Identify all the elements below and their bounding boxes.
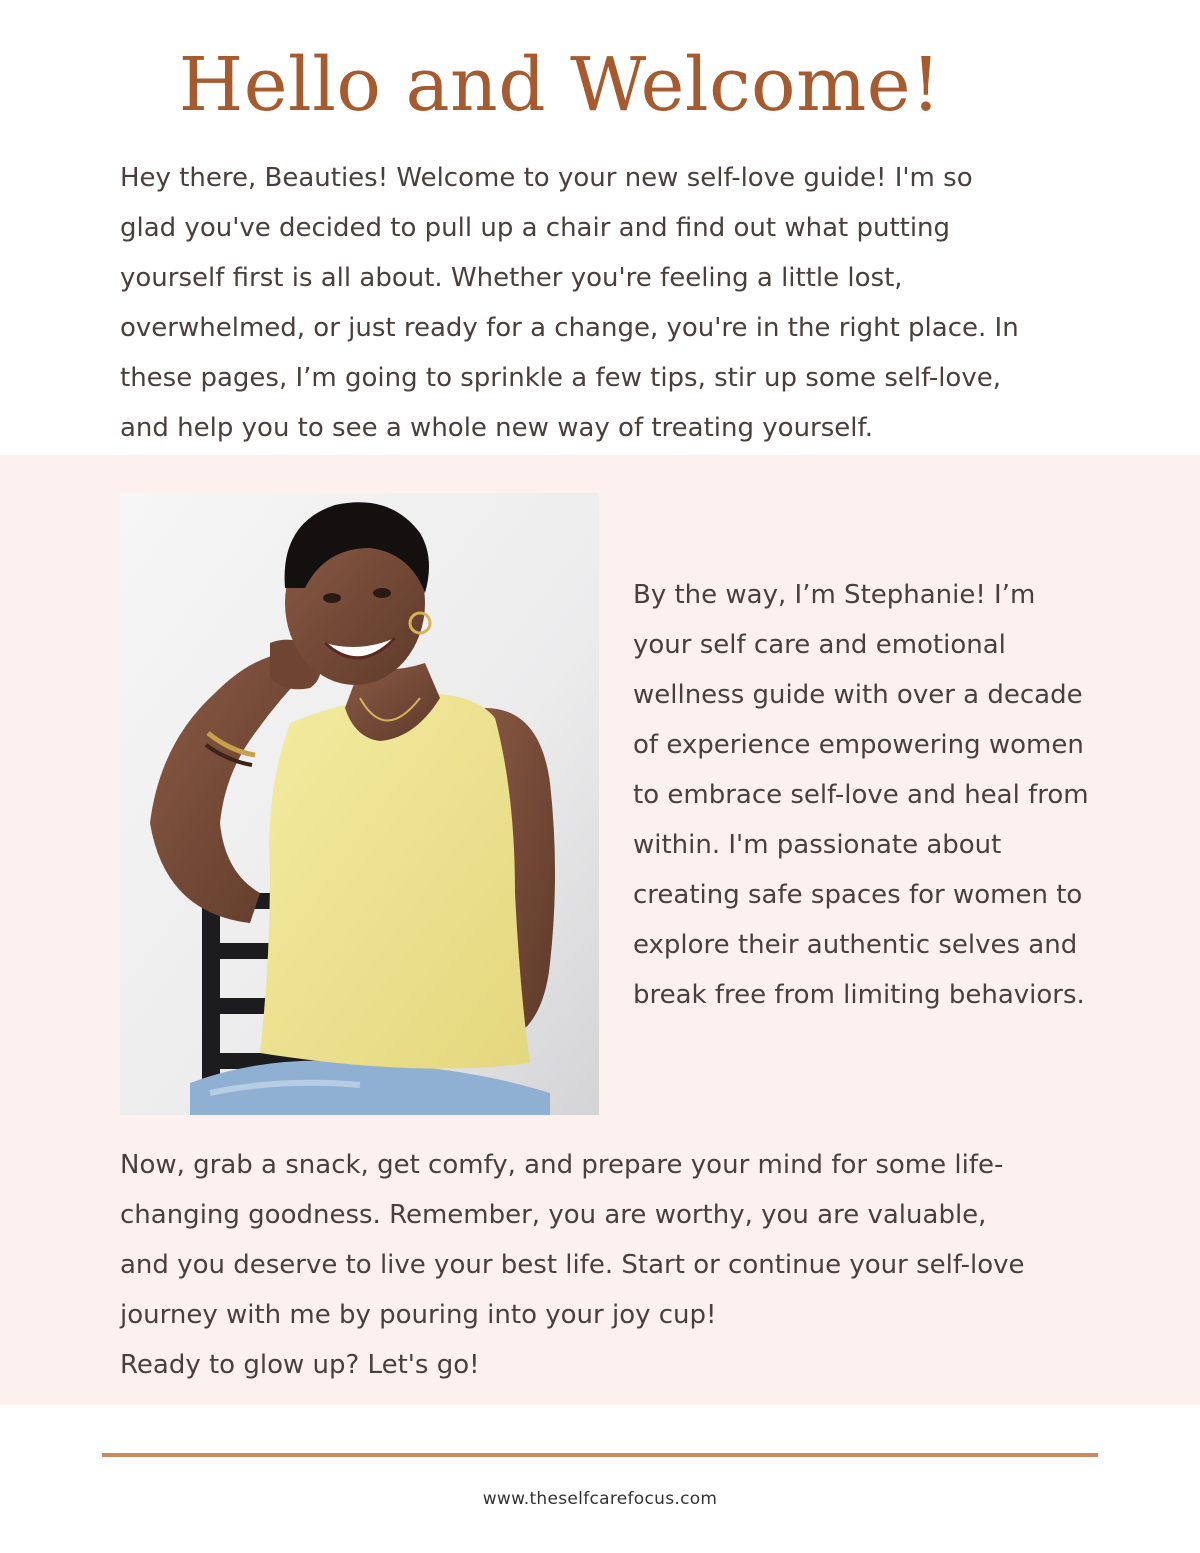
closing-line: Now, grab a snack, get comfy, and prepare your mind for some life- <box>120 1150 1004 1180</box>
intro-paragraph <box>120 153 1100 453</box>
closing-line: journey with me by pouring into your joy cup! <box>120 1300 717 1330</box>
website-url[interactable]: www.theselfcarefocus.com <box>482 1489 718 1509</box>
closing-paragraph <box>120 1140 1120 1390</box>
bio-line: break free from limiting behaviors. <box>633 980 1085 1010</box>
portrait-illustration <box>120 493 599 1115</box>
bio-line: of experience empowering women <box>633 730 1084 760</box>
bio-line: your self care and emotional <box>633 630 1006 660</box>
portrait-photo <box>120 493 599 1115</box>
closing-line: changing goodness. Remember, you are worthy, you are valuable, <box>120 1200 987 1230</box>
intro-line: yourself first is all about. Whether you're feeling a little lost, <box>120 263 903 293</box>
bio-line: creating safe spaces for women to <box>633 880 1083 910</box>
intro-line: and help you to see a whole new way of treating yourself. <box>120 413 874 443</box>
intro-line: these pages, I’m going to sprinkle a few tips, stir up some self-love, <box>120 363 1001 393</box>
bio-line: wellness guide with over a decade <box>633 680 1083 710</box>
intro-line: Hey there, Beauties! Welcome to your new self-love guide! I'm so <box>120 163 973 193</box>
intro-line: glad you've decided to pull up a chair and find out what putting <box>120 213 951 243</box>
bio-line: within. I'm passionate about <box>633 830 1002 860</box>
footer-divider <box>102 1453 1098 1457</box>
intro-line: overwhelmed, or just ready for a change, you're in the right place. In <box>120 313 1019 343</box>
bio-paragraph <box>633 570 1153 1020</box>
closing-line: Ready to glow up? Let's go! <box>120 1350 480 1380</box>
page-title: Hello and Welcome! <box>178 42 942 128</box>
closing-line: and you deserve to live your best life. Start or continue your self-love <box>120 1250 1025 1280</box>
bio-line: explore their authentic selves and <box>633 930 1078 960</box>
bio-line: By the way, I’m Stephanie! I’m <box>633 580 1036 610</box>
bio-line: to embrace self-love and heal from <box>633 780 1089 810</box>
